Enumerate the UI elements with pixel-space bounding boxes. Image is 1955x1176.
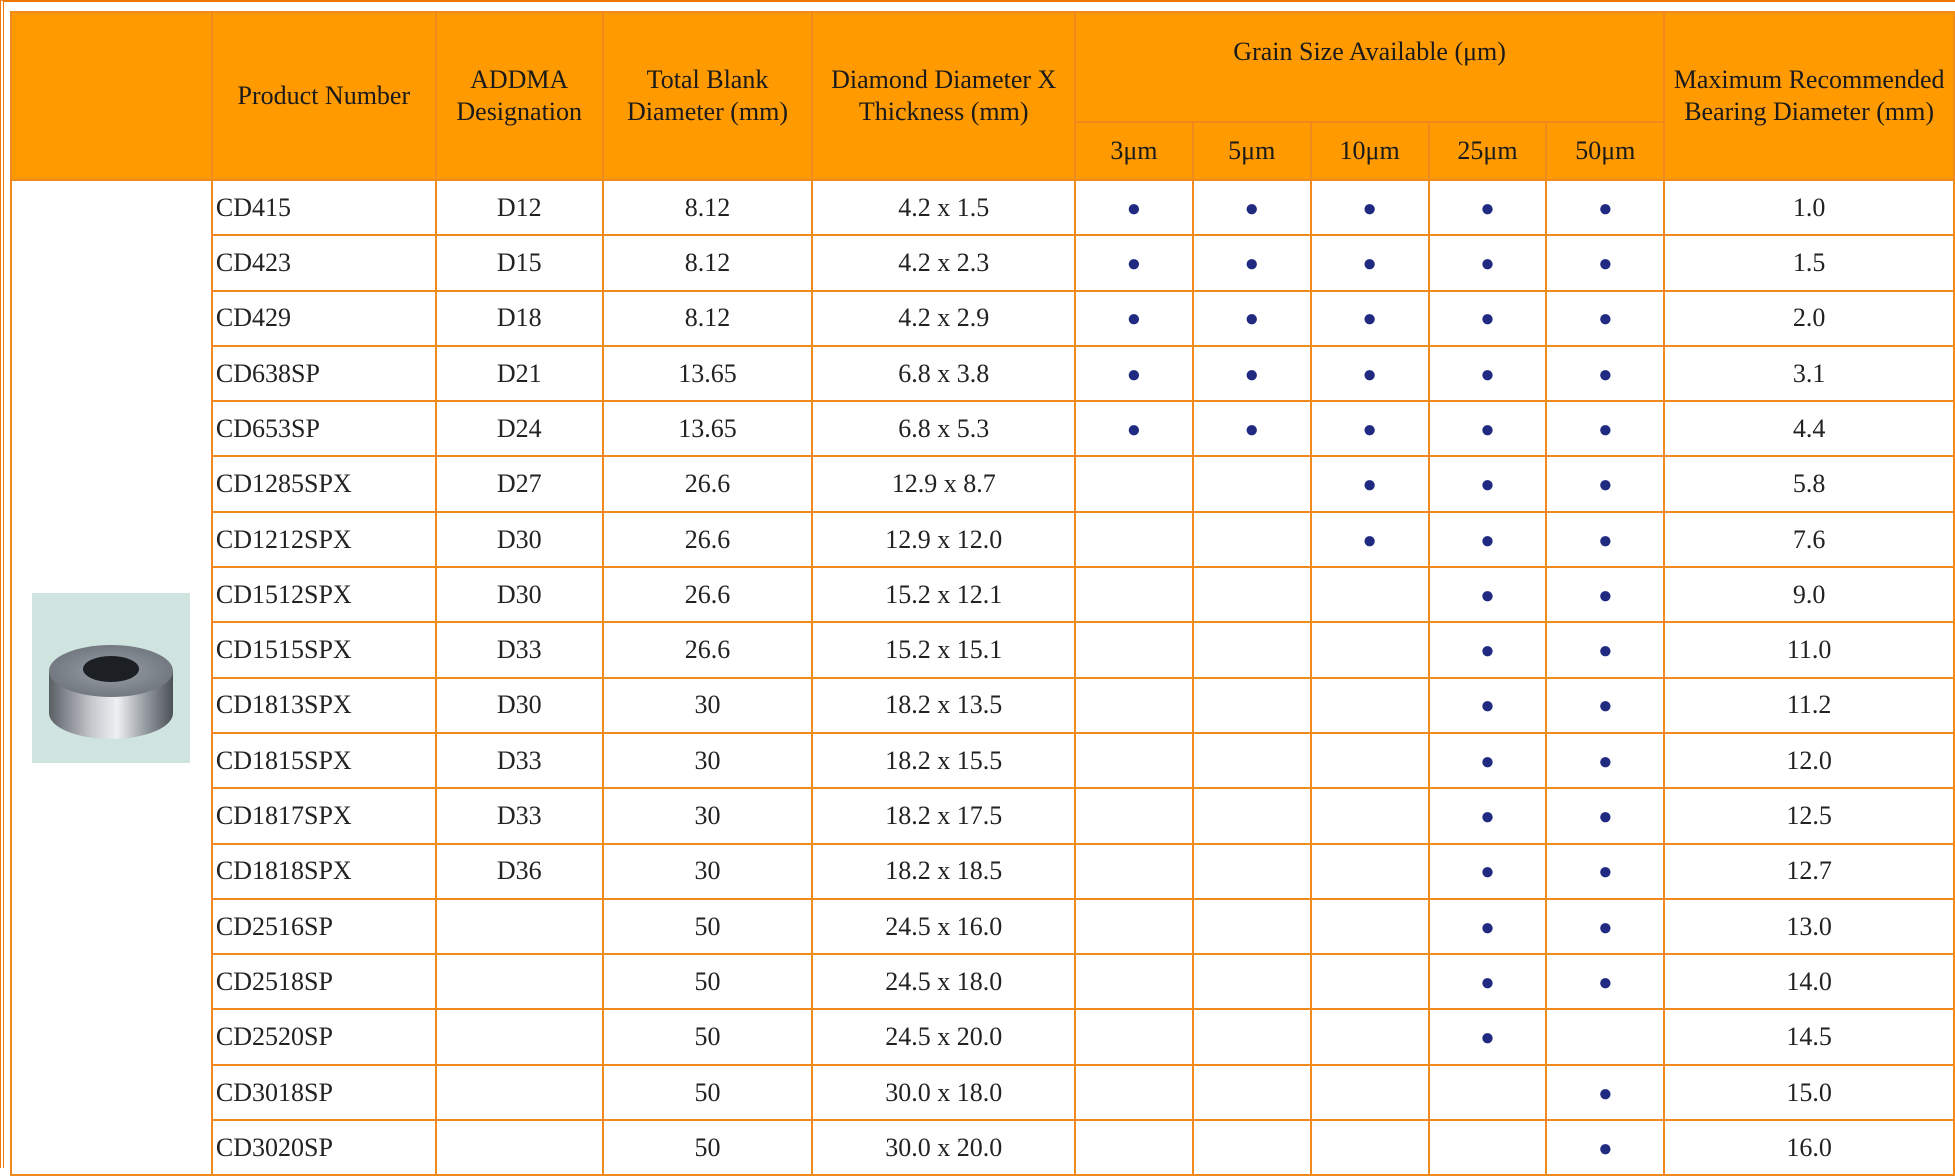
availability-dot: ● <box>1362 306 1377 333</box>
header-max-bearing-diameter: Maximum Recommended Bearing Diameter (mm) <box>1664 12 1954 180</box>
grain-5um-cell <box>1193 1120 1311 1175</box>
availability-dot: ● <box>1362 361 1377 388</box>
availability-dot: ● <box>1598 638 1613 665</box>
table-row <box>11 1120 1954 1175</box>
grain-5um-cell <box>1193 788 1311 843</box>
blank-diameter-cell: 50 <box>603 1009 813 1064</box>
availability-dot: ● <box>1598 251 1613 278</box>
header-diamond-dimensions: Diamond Diameter X Thickness (mm) <box>812 12 1075 180</box>
product-number-cell: CD638SP <box>212 346 436 401</box>
grain-5um-cell <box>1193 512 1311 567</box>
availability-dot: ● <box>1598 914 1613 941</box>
grain-50um-cell <box>1546 1120 1664 1175</box>
grain-3um-cell <box>1075 567 1193 622</box>
max-bearing-cell: 2.0 <box>1664 291 1954 346</box>
grain-25um-cell <box>1429 678 1547 733</box>
availability-dot: ● <box>1480 969 1495 996</box>
header-grain-10um: 10μm <box>1311 122 1429 180</box>
diamond-dimensions-cell: 4.2 x 2.9 <box>812 291 1075 346</box>
table-row <box>11 1065 1954 1120</box>
grain-10um-cell <box>1311 346 1429 401</box>
blank-diameter-cell: 30 <box>603 678 813 733</box>
addma-cell: D27 <box>436 456 603 511</box>
diamond-dimensions-cell: 18.2 x 15.5 <box>812 733 1075 788</box>
grain-50um-cell <box>1546 622 1664 677</box>
grain-3um-cell <box>1075 1009 1193 1064</box>
availability-dot: ● <box>1598 306 1613 333</box>
header-grain-25um: 25μm <box>1429 122 1547 180</box>
product-number-cell: CD1512SPX <box>212 567 436 622</box>
addma-cell: D15 <box>436 235 603 290</box>
product-spec-table <box>10 11 1955 1176</box>
availability-dot: ● <box>1598 969 1613 996</box>
product-number-cell: CD423 <box>212 235 436 290</box>
availability-dot: ● <box>1480 748 1495 775</box>
grain-5um-cell <box>1193 291 1311 346</box>
grain-3um-cell <box>1075 180 1193 235</box>
header-grain-5um: 5μm <box>1193 122 1311 180</box>
grain-3um-cell <box>1075 456 1193 511</box>
header-total-blank-diameter: Total Blank Diameter (mm) <box>603 12 813 180</box>
header-grain-size-group: Grain Size Available (μm) <box>1075 12 1664 122</box>
addma-cell <box>436 1065 603 1120</box>
max-bearing-cell: 12.0 <box>1664 733 1954 788</box>
max-bearing-cell: 12.7 <box>1664 844 1954 899</box>
product-number-cell: CD2520SP <box>212 1009 436 1064</box>
addma-cell <box>436 954 603 1009</box>
grain-10um-cell <box>1311 1120 1429 1175</box>
diamond-dimensions-cell: 12.9 x 8.7 <box>812 456 1075 511</box>
grain-3um-cell <box>1075 346 1193 401</box>
availability-dot: ● <box>1598 693 1613 720</box>
grain-10um-cell <box>1311 512 1429 567</box>
diamond-dimensions-cell: 24.5 x 18.0 <box>812 954 1075 1009</box>
grain-25um-cell <box>1429 512 1547 567</box>
max-bearing-cell: 1.5 <box>1664 235 1954 290</box>
blank-diameter-cell: 50 <box>603 1065 813 1120</box>
grain-3um-cell <box>1075 678 1193 733</box>
grain-25um-cell <box>1429 346 1547 401</box>
product-number-cell: CD3018SP <box>212 1065 436 1120</box>
grain-3um-cell <box>1075 1120 1193 1175</box>
blank-diameter-cell: 50 <box>603 954 813 1009</box>
blank-diameter-cell: 50 <box>603 899 813 954</box>
grain-25um-cell <box>1429 733 1547 788</box>
grain-50um-cell <box>1546 291 1664 346</box>
max-bearing-cell: 12.5 <box>1664 788 1954 843</box>
availability-dot: ● <box>1126 195 1142 222</box>
product-image-cell <box>11 180 212 1175</box>
grain-50um-cell <box>1546 1009 1664 1064</box>
grain-25um-cell <box>1429 291 1547 346</box>
availability-dot: ● <box>1598 582 1613 609</box>
blank-diameter-cell: 26.6 <box>603 512 813 567</box>
grain-10um-cell <box>1311 291 1429 346</box>
diamond-dimensions-cell: 15.2 x 12.1 <box>812 567 1075 622</box>
grain-5um-cell <box>1193 954 1311 1009</box>
addma-cell: D36 <box>436 844 603 899</box>
product-number-cell: CD1815SPX <box>212 733 436 788</box>
diamond-dimensions-cell: 18.2 x 17.5 <box>812 788 1075 843</box>
addma-cell: D12 <box>436 180 603 235</box>
table-row <box>11 678 1954 733</box>
addma-cell <box>436 899 603 954</box>
table-row <box>11 567 1954 622</box>
availability-dot: ● <box>1480 361 1495 388</box>
diamond-dimensions-cell: 4.2 x 1.5 <box>812 180 1075 235</box>
availability-dot: ● <box>1362 416 1377 443</box>
table-row <box>11 733 1954 788</box>
table-row <box>11 954 1954 1009</box>
availability-dot: ● <box>1362 251 1377 278</box>
grain-10um-cell <box>1311 788 1429 843</box>
header-grain-3um: 3μm <box>1075 122 1193 180</box>
max-bearing-cell: 14.0 <box>1664 954 1954 1009</box>
availability-dot: ● <box>1126 251 1142 278</box>
product-number-cell: CD429 <box>212 291 436 346</box>
grain-3um-cell <box>1075 733 1193 788</box>
grain-3um-cell <box>1075 291 1193 346</box>
grain-50um-cell <box>1546 1065 1664 1120</box>
max-bearing-cell: 9.0 <box>1664 567 1954 622</box>
diamond-dimensions-cell: 15.2 x 15.1 <box>812 622 1075 677</box>
max-bearing-cell: 3.1 <box>1664 346 1954 401</box>
product-number-cell: CD2518SP <box>212 954 436 1009</box>
grain-50um-cell <box>1546 512 1664 567</box>
availability-dot: ● <box>1244 195 1259 222</box>
max-bearing-cell: 16.0 <box>1664 1120 1954 1175</box>
availability-dot: ● <box>1480 416 1495 443</box>
grain-3um-cell <box>1075 1065 1193 1120</box>
grain-10um-cell <box>1311 401 1429 456</box>
table-row <box>11 844 1954 899</box>
availability-dot: ● <box>1126 361 1142 388</box>
grain-5um-cell <box>1193 235 1311 290</box>
grain-50um-cell <box>1546 346 1664 401</box>
availability-dot: ● <box>1480 472 1495 499</box>
availability-dot: ● <box>1480 638 1495 665</box>
grain-50um-cell <box>1546 401 1664 456</box>
table-row <box>11 899 1954 954</box>
grain-5um-cell <box>1193 844 1311 899</box>
availability-dot: ● <box>1480 914 1495 941</box>
grain-10um-cell <box>1311 180 1429 235</box>
grain-5um-cell <box>1193 456 1311 511</box>
blank-diameter-cell: 8.12 <box>603 180 813 235</box>
blank-diameter-cell: 30 <box>603 788 813 843</box>
availability-dot: ● <box>1480 582 1495 609</box>
grain-25um-cell <box>1429 788 1547 843</box>
grain-50um-cell <box>1546 899 1664 954</box>
availability-dot: ● <box>1126 416 1142 443</box>
addma-cell: D18 <box>436 291 603 346</box>
grain-5um-cell <box>1193 401 1311 456</box>
grain-5um-cell <box>1193 567 1311 622</box>
max-bearing-cell: 7.6 <box>1664 512 1954 567</box>
diamond-dimensions-cell: 30.0 x 18.0 <box>812 1065 1075 1120</box>
diamond-dimensions-cell: 30.0 x 20.0 <box>812 1120 1075 1175</box>
grain-50um-cell <box>1546 235 1664 290</box>
blank-diameter-cell: 26.6 <box>603 622 813 677</box>
grain-50um-cell <box>1546 180 1664 235</box>
availability-dot: ● <box>1480 1025 1495 1052</box>
addma-cell: D30 <box>436 678 603 733</box>
grain-5um-cell <box>1193 180 1311 235</box>
availability-dot: ● <box>1480 251 1495 278</box>
max-bearing-cell: 5.8 <box>1664 456 1954 511</box>
availability-dot: ● <box>1598 416 1613 443</box>
max-bearing-cell: 4.4 <box>1664 401 1954 456</box>
addma-cell: D24 <box>436 401 603 456</box>
table-row <box>11 512 1954 567</box>
grain-50um-cell <box>1546 954 1664 1009</box>
availability-dot: ● <box>1480 527 1495 554</box>
availability-dot: ● <box>1244 251 1259 278</box>
max-bearing-cell: 11.0 <box>1664 622 1954 677</box>
max-bearing-cell: 14.5 <box>1664 1009 1954 1064</box>
blank-diameter-cell: 13.65 <box>603 346 813 401</box>
addma-cell: D30 <box>436 567 603 622</box>
product-number-cell: CD1515SPX <box>212 622 436 677</box>
product-number-cell: CD653SP <box>212 401 436 456</box>
diamond-dimensions-cell: 18.2 x 13.5 <box>812 678 1075 733</box>
product-number-cell: CD3020SP <box>212 1120 436 1175</box>
grain-5um-cell <box>1193 733 1311 788</box>
grain-5um-cell <box>1193 1065 1311 1120</box>
grain-10um-cell <box>1311 844 1429 899</box>
header-product-number: Product Number <box>212 12 436 180</box>
grain-25um-cell <box>1429 622 1547 677</box>
availability-dot: ● <box>1598 472 1613 499</box>
grain-5um-cell <box>1193 1009 1311 1064</box>
grain-10um-cell <box>1311 622 1429 677</box>
addma-cell: D30 <box>436 512 603 567</box>
grain-50um-cell <box>1546 733 1664 788</box>
table-row <box>11 346 1954 401</box>
product-number-cell: CD1817SPX <box>212 788 436 843</box>
grain-3um-cell <box>1075 235 1193 290</box>
grain-25um-cell <box>1429 180 1547 235</box>
grain-10um-cell <box>1311 567 1429 622</box>
availability-dot: ● <box>1244 416 1259 443</box>
grain-50um-cell <box>1546 678 1664 733</box>
blank-diameter-cell: 13.65 <box>603 401 813 456</box>
table-row <box>11 1009 1954 1064</box>
availability-dot: ● <box>1598 748 1613 775</box>
diamond-dimensions-cell: 12.9 x 12.0 <box>812 512 1075 567</box>
max-bearing-cell: 11.2 <box>1664 678 1954 733</box>
header-addma-designation: ADDMA Designation <box>436 12 603 180</box>
addma-cell: D33 <box>436 622 603 677</box>
grain-50um-cell <box>1546 567 1664 622</box>
product-rows <box>11 180 1954 1175</box>
max-bearing-cell: 15.0 <box>1664 1065 1954 1120</box>
grain-3um-cell <box>1075 622 1193 677</box>
max-bearing-cell: 13.0 <box>1664 899 1954 954</box>
availability-dot: ● <box>1598 527 1613 554</box>
addma-cell <box>436 1120 603 1175</box>
blank-diameter-cell: 8.12 <box>603 291 813 346</box>
grain-25um-cell <box>1429 899 1547 954</box>
grain-3um-cell <box>1075 844 1193 899</box>
grain-5um-cell <box>1193 346 1311 401</box>
diamond-dimensions-cell: 6.8 x 3.8 <box>812 346 1075 401</box>
grain-10um-cell <box>1311 954 1429 1009</box>
table-row <box>11 622 1954 677</box>
availability-dot: ● <box>1598 804 1613 831</box>
product-number-cell: CD1818SPX <box>212 844 436 899</box>
product-number-cell: CD415 <box>212 180 436 235</box>
grain-10um-cell <box>1311 733 1429 788</box>
grain-3um-cell <box>1075 899 1193 954</box>
blank-diameter-cell: 30 <box>603 733 813 788</box>
availability-dot: ● <box>1480 306 1495 333</box>
grain-25um-cell <box>1429 1009 1547 1064</box>
table-row <box>11 291 1954 346</box>
grain-25um-cell <box>1429 844 1547 899</box>
grain-50um-cell <box>1546 456 1664 511</box>
grain-50um-cell <box>1546 788 1664 843</box>
grain-5um-cell <box>1193 899 1311 954</box>
product-number-cell: CD1285SPX <box>212 456 436 511</box>
grain-10um-cell <box>1311 899 1429 954</box>
grain-25um-cell <box>1429 1065 1547 1120</box>
grain-5um-cell <box>1193 678 1311 733</box>
blank-diameter-cell: 30 <box>603 844 813 899</box>
diamond-dimensions-cell: 24.5 x 16.0 <box>812 899 1075 954</box>
availability-dot: ● <box>1244 306 1259 333</box>
grain-25um-cell <box>1429 456 1547 511</box>
addma-cell <box>436 1009 603 1064</box>
header-image-column <box>11 12 212 180</box>
table-row <box>11 180 1954 235</box>
grain-10um-cell <box>1311 1065 1429 1120</box>
table-row <box>11 788 1954 843</box>
diamond-blank-image <box>32 593 190 763</box>
availability-dot: ● <box>1480 804 1495 831</box>
grain-50um-cell <box>1546 844 1664 899</box>
table-row <box>11 235 1954 290</box>
availability-dot: ● <box>1480 693 1495 720</box>
diamond-dimensions-cell: 4.2 x 2.3 <box>812 235 1075 290</box>
grain-10um-cell <box>1311 456 1429 511</box>
blank-diameter-cell: 26.6 <box>603 567 813 622</box>
product-number-cell: CD2516SP <box>212 899 436 954</box>
availability-dot: ● <box>1598 195 1613 222</box>
diamond-dimensions-cell: 24.5 x 20.0 <box>812 1009 1075 1064</box>
grain-25um-cell <box>1429 1120 1547 1175</box>
addma-cell: D33 <box>436 733 603 788</box>
grain-10um-cell <box>1311 235 1429 290</box>
product-number-cell: CD1212SPX <box>212 512 436 567</box>
availability-dot: ● <box>1598 1080 1613 1107</box>
table-row <box>11 456 1954 511</box>
availability-dot: ● <box>1362 195 1377 222</box>
availability-dot: ● <box>1598 361 1613 388</box>
grain-3um-cell <box>1075 954 1193 1009</box>
availability-dot: ● <box>1598 1135 1613 1162</box>
availability-dot: ● <box>1598 859 1613 886</box>
availability-dot: ● <box>1126 306 1142 333</box>
addma-cell: D21 <box>436 346 603 401</box>
availability-dot: ● <box>1480 195 1495 222</box>
addma-cell: D33 <box>436 788 603 843</box>
availability-dot: ● <box>1362 527 1377 554</box>
availability-dot: ● <box>1480 859 1495 886</box>
grain-10um-cell <box>1311 678 1429 733</box>
diamond-dimensions-cell: 6.8 x 5.3 <box>812 401 1075 456</box>
max-bearing-cell: 1.0 <box>1664 180 1954 235</box>
availability-dot: ● <box>1244 361 1259 388</box>
grain-3um-cell <box>1075 788 1193 843</box>
header-grain-50um: 50μm <box>1546 122 1664 180</box>
grain-25um-cell <box>1429 954 1547 1009</box>
blank-diameter-cell: 8.12 <box>603 235 813 290</box>
grain-25um-cell <box>1429 567 1547 622</box>
table-row <box>11 401 1954 456</box>
grain-25um-cell <box>1429 401 1547 456</box>
grain-25um-cell <box>1429 235 1547 290</box>
grain-5um-cell <box>1193 622 1311 677</box>
grain-3um-cell <box>1075 401 1193 456</box>
diamond-dimensions-cell: 18.2 x 18.5 <box>812 844 1075 899</box>
product-number-cell: CD1813SPX <box>212 678 436 733</box>
grain-3um-cell <box>1075 512 1193 567</box>
blank-diameter-cell: 50 <box>603 1120 813 1175</box>
grain-10um-cell <box>1311 1009 1429 1064</box>
blank-diameter-cell: 26.6 <box>603 456 813 511</box>
availability-dot: ● <box>1362 472 1377 499</box>
